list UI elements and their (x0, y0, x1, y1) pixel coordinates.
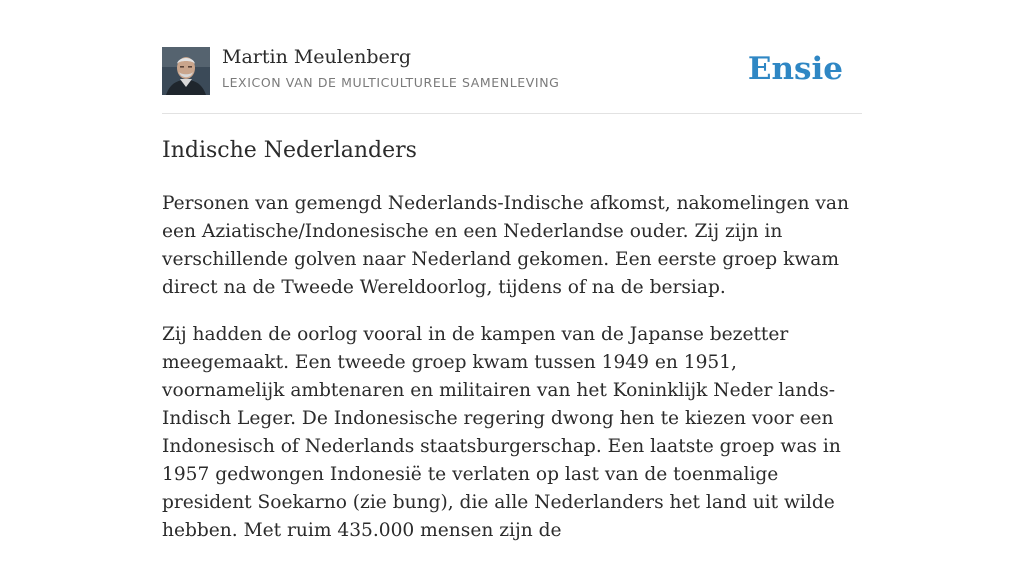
article-paragraph-1: Personen van gemengd Nederlands-Indische afkomst, nakomelingen van een Aziatische/Indonesische en een Nederlandse ouder. Zij zijn in verschillende golven naar Nederland gekomen. Een eerste groep kwam direct na de Tweede Wereldoorlog, tijdens of na de bersiap. (162, 193, 849, 298)
article-body (162, 190, 862, 564)
author-avatar[interactable] (162, 47, 210, 95)
author-source: LEXICON VAN DE MULTICULTURELE SAMENLEVING (222, 75, 560, 90)
person-photo-icon (162, 47, 210, 95)
header-divider (162, 113, 862, 114)
author-header (162, 46, 862, 96)
article-title: Indische Nederlanders (162, 138, 417, 163)
article-paragraph-2: Zij hadden de oorlog vooral in de kampen van de Japanse bezetter meegemaakt. Een tweede groep kwam tussen 1949 en 1951, voornamelijk ambtenaren en militairen van het Koninklijk Neder lands-Indisch Leger. De Indonesische regering dwong hen te kiezen voor een Indonesisch of Nederlands staatsburgerschap. Een laatste groep was in 1957 gedwongen Indonesië te verlaten op last van de toenmalige president Soekarno (zie bung), die alle Nederlanders het land uit wilde hebben. Met ruim 435.000 mensen zijn de (162, 324, 841, 541)
brand-logo[interactable]: Ensie (747, 51, 843, 87)
author-name[interactable]: Martin Meulenberg (222, 46, 411, 68)
